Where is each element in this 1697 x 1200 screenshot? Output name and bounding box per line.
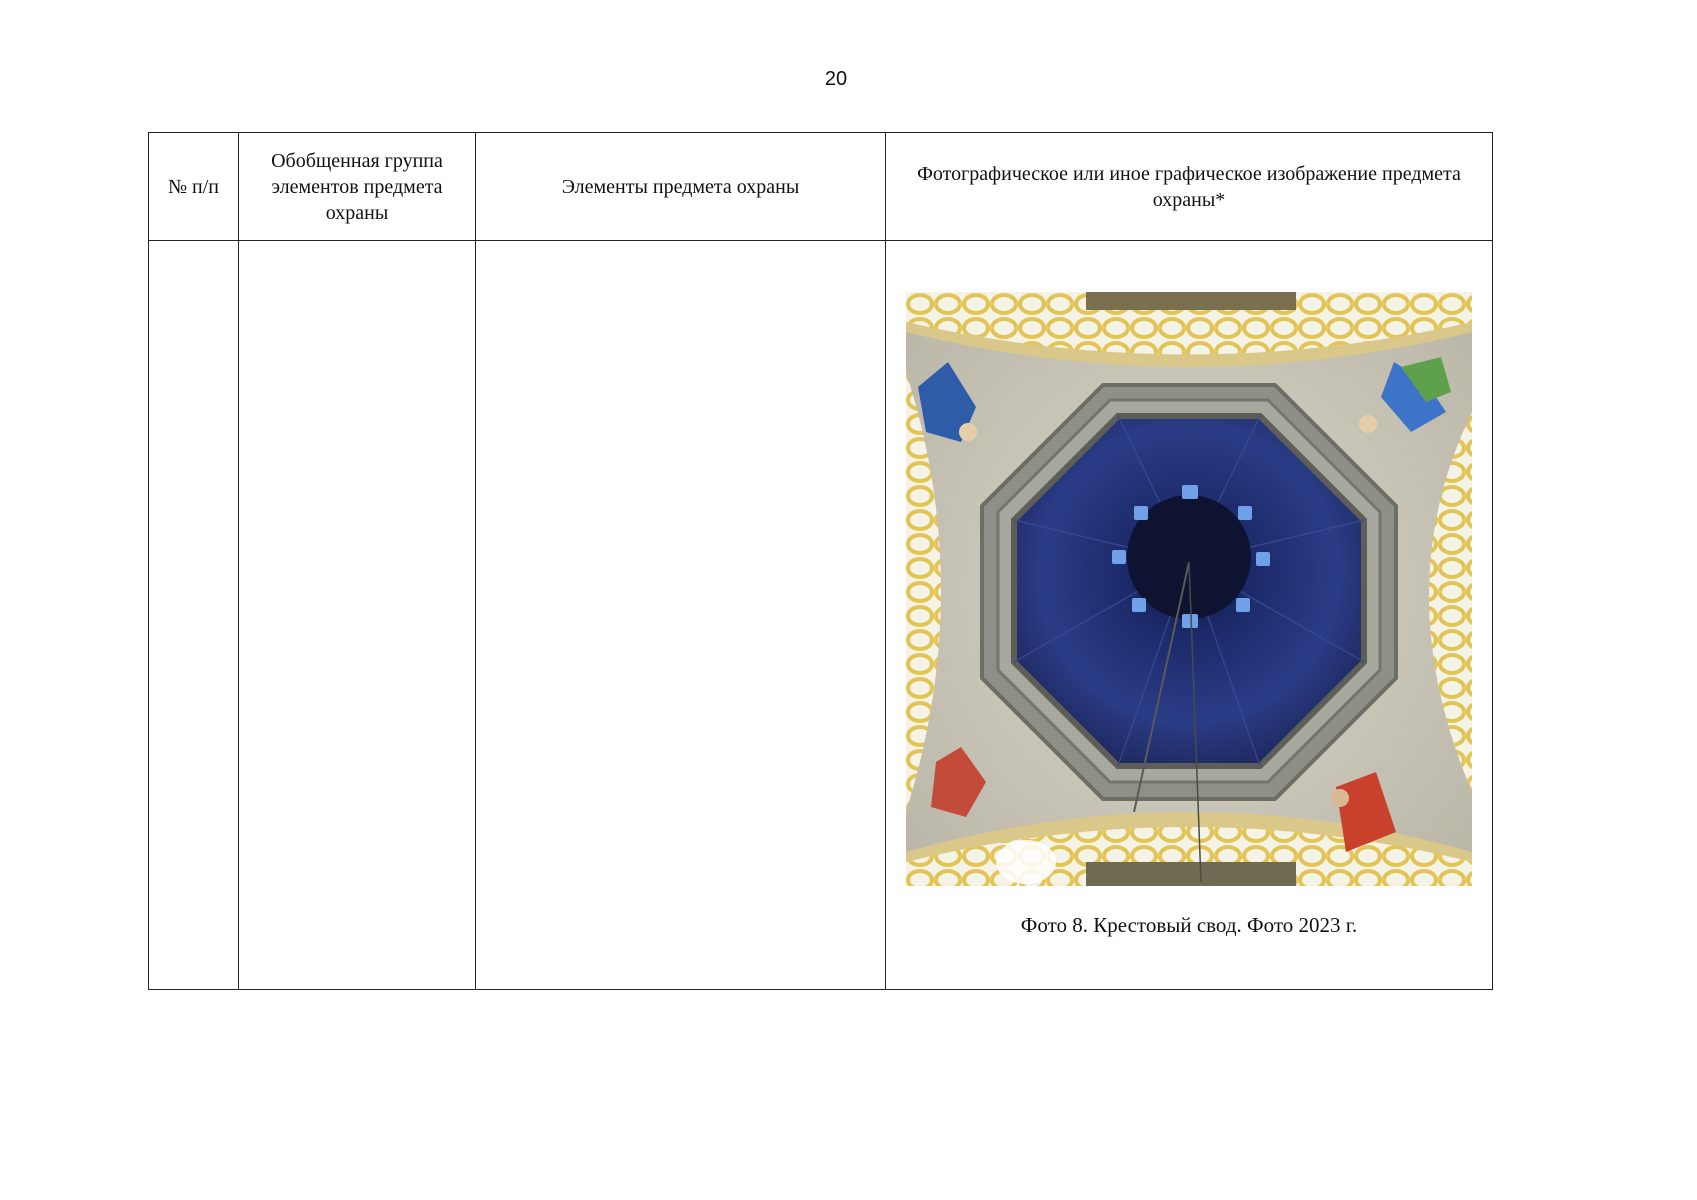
header-number: № п/п bbox=[167, 175, 220, 198]
cell-number bbox=[149, 241, 238, 989]
page-number: 20 bbox=[824, 68, 848, 90]
dome-ceiling-image bbox=[906, 292, 1472, 886]
cell-elements bbox=[476, 241, 885, 989]
dome-ceiling-photo bbox=[906, 292, 1472, 886]
header-group: Обобщенная группа элементов предмета охраны bbox=[271, 149, 443, 224]
protection-table bbox=[148, 132, 1493, 990]
header-elements: Элементы предмета охраны bbox=[561, 175, 800, 198]
photo-caption: Фото 8. Крестовый свод. Фото 2023 г. bbox=[1020, 913, 1358, 937]
cell-group bbox=[239, 241, 475, 989]
header-image: Фотографическое или иное графическое изображение предмета охраны* bbox=[917, 163, 1461, 211]
